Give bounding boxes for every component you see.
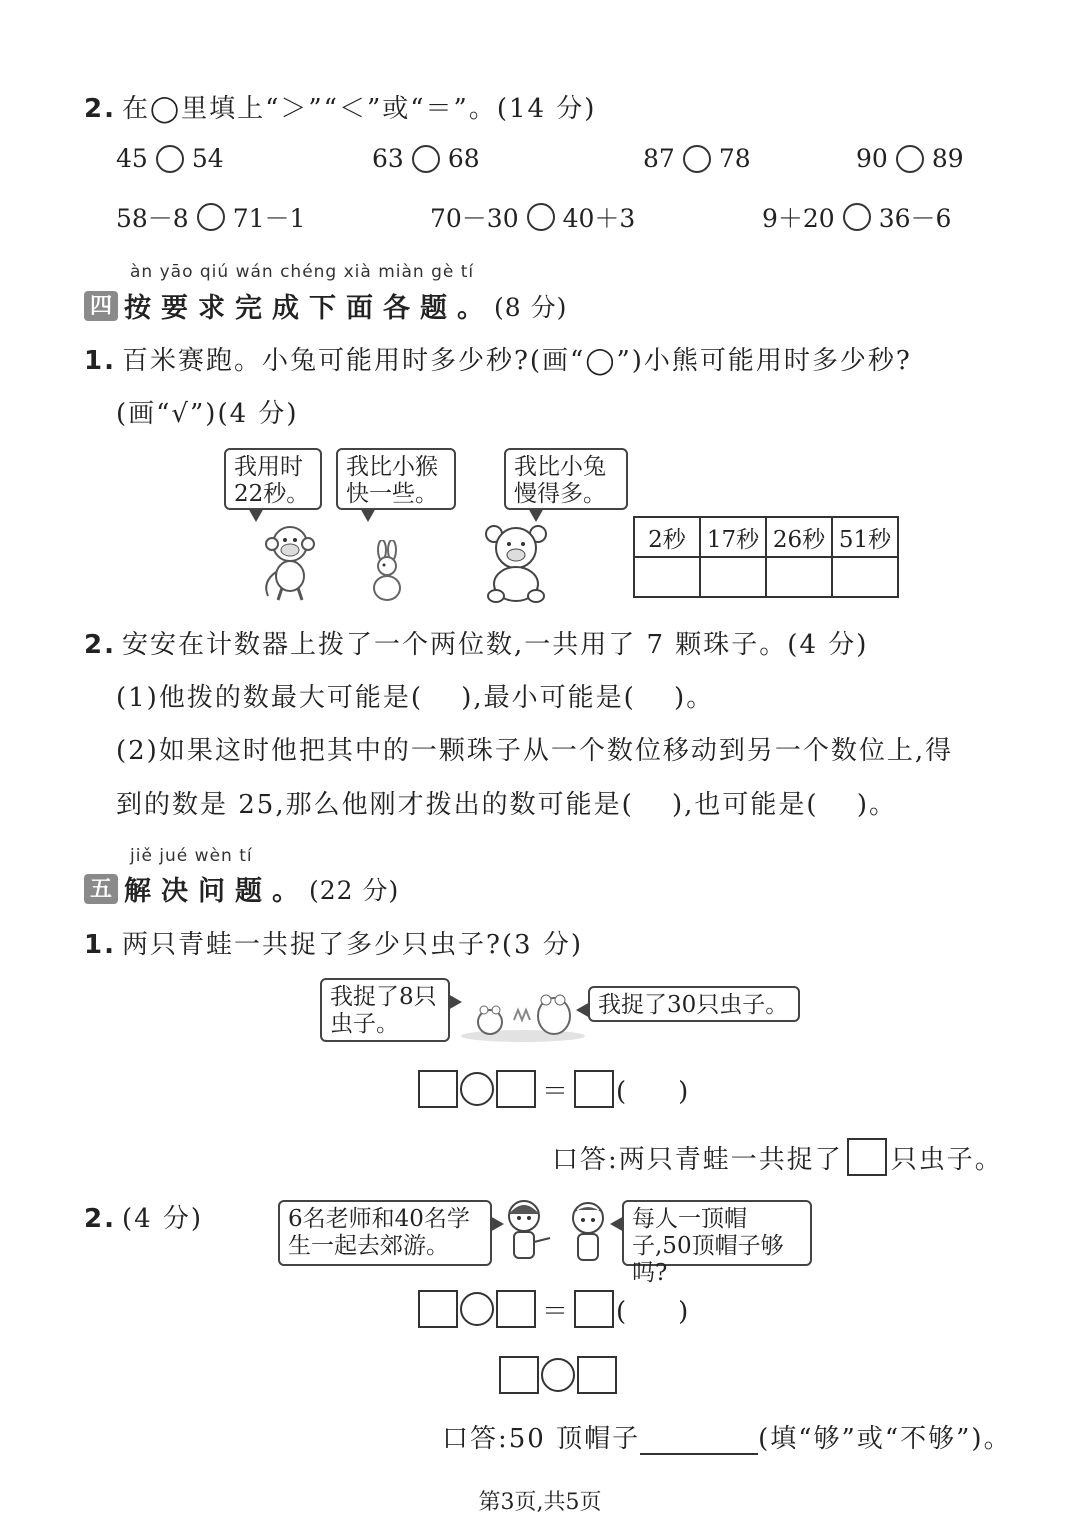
answer-box[interactable] bbox=[499, 1356, 539, 1394]
section-title-text: 解决问题。 bbox=[124, 876, 309, 907]
compare-right: 54 bbox=[191, 144, 224, 173]
abacus-part2-line1: (2)如果这时他把其中的一颗珠子从一个数位移动到另一个数位上,得 bbox=[116, 736, 954, 766]
answer-circle[interactable] bbox=[843, 203, 871, 231]
compare-left: 45 bbox=[116, 144, 148, 173]
frog-answer bbox=[552, 1138, 1003, 1176]
speech-bubble-monkey: 我用时22秒。 bbox=[224, 448, 322, 510]
compare-right: 71－1 bbox=[232, 204, 306, 233]
speech-bubble-frog-left: 我捉了8只虫子。 bbox=[320, 978, 450, 1042]
answer-circle[interactable] bbox=[156, 145, 184, 173]
question-number: 1. bbox=[84, 346, 116, 376]
speech-bubble-girl: 6名老师和40名学生一起去郊游。 bbox=[278, 1200, 492, 1266]
monkey-illustration bbox=[258, 522, 328, 602]
answer-cell[interactable] bbox=[700, 557, 766, 597]
rabbit-illustration bbox=[360, 540, 416, 604]
compare-item bbox=[116, 199, 305, 235]
answer-prefix: 口答:两只青蛙一共捉了 bbox=[552, 1144, 843, 1175]
time-option: 26秒 bbox=[766, 517, 832, 557]
question-number: 1. bbox=[84, 930, 116, 960]
answer-circle[interactable] bbox=[527, 203, 555, 231]
section-pinyin: àn yāo qiú wán chéng xià miàn gè tí bbox=[130, 262, 475, 282]
hat-question bbox=[84, 1198, 203, 1235]
answer-box[interactable] bbox=[418, 1070, 458, 1108]
comparison-row bbox=[499, 1356, 617, 1394]
section-badge: 五 bbox=[84, 874, 118, 904]
section-title-text: 按要求完成下面各题。 bbox=[124, 293, 494, 324]
compare-item bbox=[430, 199, 635, 235]
equation-row bbox=[418, 1070, 688, 1108]
compare-right: 78 bbox=[718, 144, 751, 173]
question-score: (4 分) bbox=[121, 1204, 204, 1234]
compare-left: 9＋20 bbox=[762, 204, 835, 233]
section-score: (22 分) bbox=[309, 875, 400, 905]
compare-item bbox=[116, 144, 224, 173]
abacus-part1: (1)他拨的数最大可能是( ),最小可能是( )。 bbox=[116, 683, 715, 713]
question-number: 2. bbox=[84, 630, 116, 660]
unit-paren: ( ) bbox=[616, 1076, 689, 1107]
question-text: 在◯里填上“＞”“＜”或“＝”。(14 分) bbox=[121, 94, 597, 124]
answer-cell[interactable] bbox=[832, 557, 898, 597]
speech-bubble-frog-right: 我捉了30只虫子。 bbox=[588, 986, 800, 1022]
answer-box[interactable] bbox=[574, 1070, 614, 1108]
equals-sign: ＝ bbox=[542, 1296, 569, 1327]
compare-left: 63 bbox=[372, 144, 404, 173]
unit-paren: ( ) bbox=[616, 1296, 689, 1327]
frog-question bbox=[84, 924, 583, 961]
section-badge: 四 bbox=[84, 291, 118, 321]
answer-circle[interactable] bbox=[683, 145, 711, 173]
abacus-question bbox=[84, 624, 868, 661]
answer-suffix: (填“够”或“不够”)。 bbox=[758, 1424, 1012, 1454]
answer-box[interactable] bbox=[496, 1290, 536, 1328]
answer-suffix: 只虫子。 bbox=[890, 1144, 1003, 1175]
section-pinyin: jiě jué wèn tí bbox=[130, 846, 253, 866]
section-title bbox=[84, 286, 567, 325]
question-number: 2. bbox=[84, 94, 116, 124]
girl-illustration bbox=[500, 1198, 556, 1264]
compare-item bbox=[762, 199, 951, 235]
race-time-table bbox=[633, 516, 899, 598]
answer-cell[interactable] bbox=[766, 557, 832, 597]
race-question-line2: (画“√”)(4 分) bbox=[116, 399, 299, 429]
page-footer: 第3页,共5页 bbox=[478, 1490, 602, 1515]
race-question bbox=[84, 340, 912, 377]
speech-bubble-bear: 我比小兔慢得多。 bbox=[504, 448, 628, 510]
compare-right: 89 bbox=[931, 144, 964, 173]
time-option: 51秒 bbox=[832, 517, 898, 557]
compare-left: 90 bbox=[856, 144, 888, 173]
answer-box[interactable] bbox=[577, 1356, 617, 1394]
answer-box[interactable] bbox=[574, 1290, 614, 1328]
compare-left: 58－8 bbox=[116, 204, 189, 233]
answer-circle[interactable] bbox=[896, 145, 924, 173]
section-score: (8 分) bbox=[494, 292, 568, 322]
answer-cell[interactable] bbox=[634, 557, 700, 597]
answer-box[interactable] bbox=[418, 1290, 458, 1328]
answer-circle[interactable] bbox=[197, 203, 225, 231]
equation-row bbox=[418, 1290, 688, 1328]
question-text: 两只青蛙一共捉了多少只虫子?(3 分) bbox=[121, 930, 584, 960]
compare-item bbox=[856, 144, 964, 173]
bear-illustration bbox=[480, 522, 552, 604]
question-number: 2. bbox=[84, 1204, 116, 1234]
answer-prefix: 口答:50 顶帽子 bbox=[442, 1424, 641, 1454]
compare-item bbox=[643, 144, 751, 173]
question-text: 安安在计数器上拨了一个两位数,一共用了 7 颗珠子。(4 分) bbox=[121, 630, 869, 660]
equals-sign: ＝ bbox=[542, 1076, 569, 1107]
compare-left: 87 bbox=[643, 144, 675, 173]
question-text: 百米赛跑。小兔可能用时多少秒?(画“◯”)小熊可能用时多少秒? bbox=[121, 346, 912, 376]
operator-circle[interactable] bbox=[460, 1292, 494, 1326]
compare-left: 70－30 bbox=[430, 204, 519, 233]
compare-question bbox=[84, 88, 596, 125]
compare-right: 36－6 bbox=[878, 204, 952, 233]
answer-box[interactable] bbox=[496, 1070, 536, 1108]
operator-circle[interactable] bbox=[541, 1358, 575, 1392]
boy-illustration bbox=[564, 1198, 614, 1264]
time-option: 2秒 bbox=[634, 517, 700, 557]
answer-blank[interactable] bbox=[640, 1431, 758, 1455]
answer-box[interactable] bbox=[847, 1138, 887, 1176]
hat-answer bbox=[442, 1418, 1012, 1455]
speech-bubble-boy: 每人一顶帽子,50顶帽子够吗? bbox=[622, 1200, 812, 1266]
answer-circle[interactable] bbox=[412, 145, 440, 173]
abacus-part2-line2: 到的数是 25,那么他刚才拨出的数可能是( ),也可能是( )。 bbox=[116, 790, 897, 820]
frogs-illustration bbox=[458, 990, 588, 1044]
compare-right: 40＋3 bbox=[562, 204, 636, 233]
operator-circle[interactable] bbox=[460, 1072, 494, 1106]
section-title bbox=[84, 869, 399, 908]
time-option: 17秒 bbox=[700, 517, 766, 557]
compare-right: 68 bbox=[447, 144, 480, 173]
speech-bubble-rabbit: 我比小猴快一些。 bbox=[336, 448, 456, 510]
compare-item bbox=[372, 144, 480, 173]
